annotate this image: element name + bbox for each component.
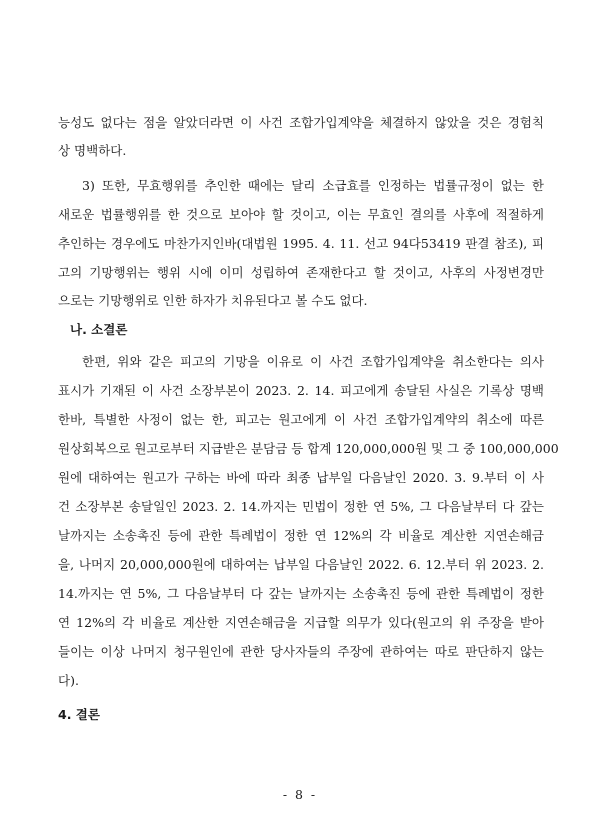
paragraph-line: 3) 또한, 무효행위를 추인한 때에는 달리 소급효를 인정하는 법률규정이 없는 한 (82, 178, 544, 193)
paragraph-line: 으로는 기망행위로 인한 하자가 치유된다고 볼 수도 없다. (58, 293, 368, 308)
paragraph-line: 다). (58, 673, 79, 688)
paragraph-line: 표시가 기재된 이 사건 소장부본이 2023. 2. 14. 피고에게 송달된 사실은 기록상 명백 (58, 383, 544, 398)
paragraph-line: 한바, 특별한 사정이 없는 한, 피고는 원고에게 이 사건 조합가입계약의 취소에 따른 (58, 412, 544, 427)
paragraph-line: 건 소장부본 송달일인 2023. 2. 14.까지는 민법이 정한 연 5%, 그 다음날부터 다 갚는 (58, 499, 544, 514)
paragraph-line: 을, 나머지 20,000,000원에 대하여는 납부일 다음날인 2022. 6. 12.부터 위 2023. 2. (58, 557, 544, 572)
paragraph-line: 원상회복으로 원고로부터 지급받은 분담금 등 합계 120,000,000원 및 그 중 100,000,000 (58, 441, 559, 456)
paragraph-line: 고의 기망행위는 행위 시에 이미 성립하여 존재한다고 할 것이고, 사후의 사정변경만 (58, 265, 544, 280)
paragraph-line: 한편, 위와 같은 피고의 기망을 이유로 이 사건 조합가입계약을 취소한다는 의사 (82, 354, 544, 369)
paragraph-line: 들이는 이상 나머지 청구원인에 관한 당사자들의 주장에 관하여는 따로 판단하지 않는 (58, 644, 544, 659)
subsection-heading: 나. 소결론 (70, 322, 128, 337)
paragraph-line: 상 명백하다. (58, 143, 127, 158)
paragraph-line: 14.까지는 연 5%, 그 다음날부터 다 갚는 날까지는 소송촉진 등에 관한 특례법이 정한 (58, 586, 544, 601)
section-heading: 4. 결론 (58, 707, 100, 722)
page-number: - 8 - (282, 787, 318, 802)
paragraph-line: 연 12%의 각 비율로 계산한 지연손해금을 지급할 의무가 있다(원고의 위 주장을 받아 (58, 615, 544, 630)
paragraph-line: 원에 대하여는 원고가 구하는 바에 따라 최종 납부일 다음날인 2020. 3. 9.부터 이 사 (58, 470, 544, 485)
paragraph-line: 새로운 법률행위를 한 것으로 보아야 할 것이고, 이는 무효인 결의를 사후에 적절하게 (58, 207, 544, 222)
paragraph-line: 날까지는 소송촉진 등에 관한 특례법이 정한 연 12%의 각 비율로 계산한 지연손해금 (58, 528, 544, 543)
paragraph-line: 능성도 없다는 점을 알았더라면 이 사건 조합가입계약을 체결하지 않았을 것은 경험칙 (58, 115, 544, 130)
paragraph-line: 추인하는 경우에도 마찬가지인바(대법원 1995. 4. 11. 선고 94다53419 판결 참조), 피 (58, 236, 544, 251)
